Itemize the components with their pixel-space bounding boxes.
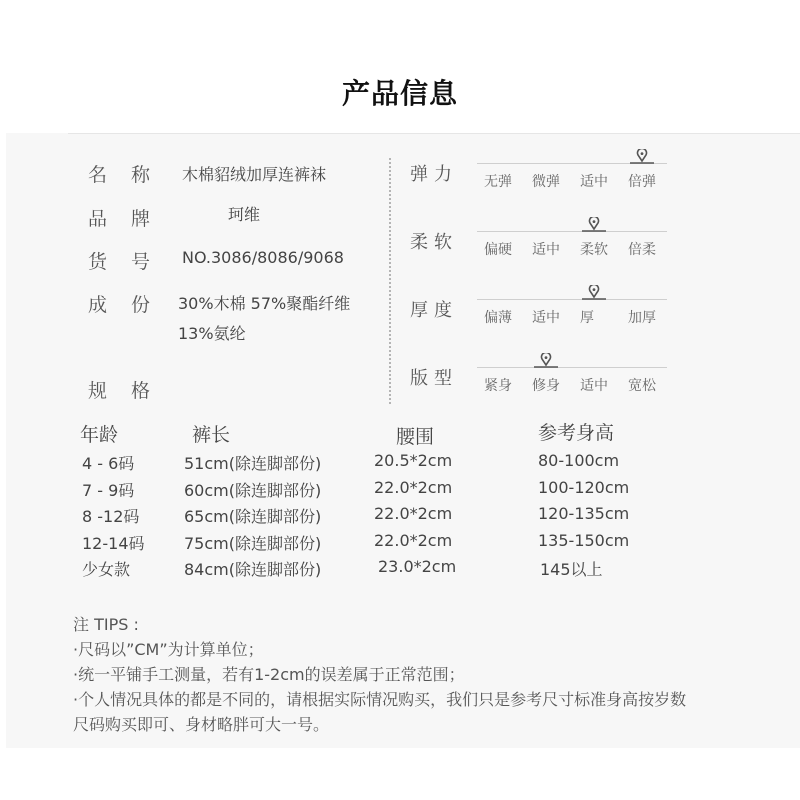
material-label: 成份 [88, 294, 175, 316]
size-length-cell: 51cm(除连脚部份) [184, 454, 322, 473]
size-age-cell: 少女款 [82, 560, 131, 579]
tip-line-1: ·尺码以”CM”为计算单位； [73, 640, 264, 659]
item-number-value: NO.3086/8086/9068 [182, 248, 344, 267]
name-label: 名称 [88, 164, 175, 186]
scale-option-elasticity: 倍弹 [628, 174, 656, 190]
location-pin-icon [579, 285, 609, 301]
size-waist-cell: 23.0*2cm [378, 557, 457, 576]
scale-track-softness [477, 231, 667, 232]
scale-track-fit [477, 367, 667, 368]
location-pin-icon [531, 353, 561, 369]
item-number-label: 货号 [88, 251, 175, 273]
scale-option-softness: 柔软 [580, 242, 608, 258]
tip-line-3: ·个人情况具体的都是不同的，请根据实际情况购买，我们只是参考尺寸标准身高按岁数 [73, 690, 687, 709]
size-height-cell: 80-100cm [538, 451, 620, 470]
size-waist-cell: 22.0*2cm [374, 477, 453, 497]
brand-value: 珂维 [228, 205, 261, 224]
scale-option-elasticity: 微弹 [532, 174, 560, 190]
size-waist-cell: 20.5*2cm [374, 451, 453, 470]
page-title: 产品信息 [341, 77, 458, 110]
name-value: 木棉貂绒加厚连裤袜 [182, 165, 327, 184]
scale-label-thickness: 厚度 [410, 300, 458, 321]
panel-top-divider [68, 133, 800, 134]
tips-heading: 注 TIPS : [73, 615, 139, 634]
size-length-cell: 65cm(除连脚部份) [184, 507, 322, 526]
scale-label-elasticity: 弹力 [410, 164, 458, 185]
size-waist-cell: 22.0*2cm [374, 530, 453, 550]
scale-option-elasticity: 适中 [580, 174, 608, 190]
scale-option-thickness: 厚 [580, 310, 594, 326]
scale-option-fit: 修身 [532, 378, 560, 394]
size-age-cell: 7 - 9码 [82, 480, 135, 500]
scale-option-softness: 偏硬 [484, 242, 512, 258]
size-height-cell: 120-135cm [538, 504, 630, 523]
vertical-divider [389, 158, 391, 404]
scale-label-softness: 柔软 [410, 232, 458, 253]
header-height: 参考身高 [538, 422, 615, 444]
spec-label: 规格 [88, 380, 175, 402]
material-value-line-1: 30%木棉 57%聚酯纤维 [178, 294, 351, 313]
size-age-cell: 8 -12码 [82, 507, 140, 526]
size-age-cell: 4 - 6码 [82, 454, 135, 473]
scale-option-thickness: 偏薄 [484, 310, 512, 326]
size-height-cell: 135-150cm [538, 530, 630, 550]
size-length-cell: 84cm(除连脚部份) [184, 560, 322, 579]
size-age-cell: 12-14码 [82, 533, 145, 553]
scale-option-thickness: 适中 [532, 310, 560, 326]
brand-label: 品牌 [88, 208, 175, 230]
tip-line-4: 尺码购买即可、身材略胖可大一号。 [73, 715, 330, 734]
size-height-cell: 100-120cm [538, 477, 630, 497]
scale-option-thickness: 加厚 [628, 310, 656, 326]
size-length-cell: 75cm(除连脚部份) [184, 533, 322, 553]
location-pin-icon [627, 149, 657, 165]
location-pin-icon [579, 217, 609, 233]
scale-option-fit: 宽松 [628, 378, 656, 394]
size-height-cell: 145以上 [540, 560, 603, 579]
scale-option-elasticity: 无弹 [484, 174, 512, 190]
scale-option-fit: 适中 [580, 378, 608, 394]
header-length: 裤长 [192, 424, 231, 446]
scale-label-fit: 版型 [410, 368, 458, 389]
header-waist: 腰围 [396, 426, 435, 448]
size-waist-cell: 22.0*2cm [374, 504, 453, 523]
size-length-cell: 60cm(除连脚部份) [184, 480, 322, 500]
scale-option-softness: 适中 [532, 242, 560, 258]
scale-option-fit: 紧身 [484, 378, 512, 394]
scale-option-softness: 倍柔 [628, 242, 656, 258]
scale-track-thickness [477, 299, 667, 300]
header-age: 年龄 [80, 424, 119, 446]
tip-line-2: ·统一平铺手工测量，若有1-2cm的误差属于正常范围； [73, 665, 465, 684]
material-value-line-2: 13%氨纶 [178, 324, 246, 343]
